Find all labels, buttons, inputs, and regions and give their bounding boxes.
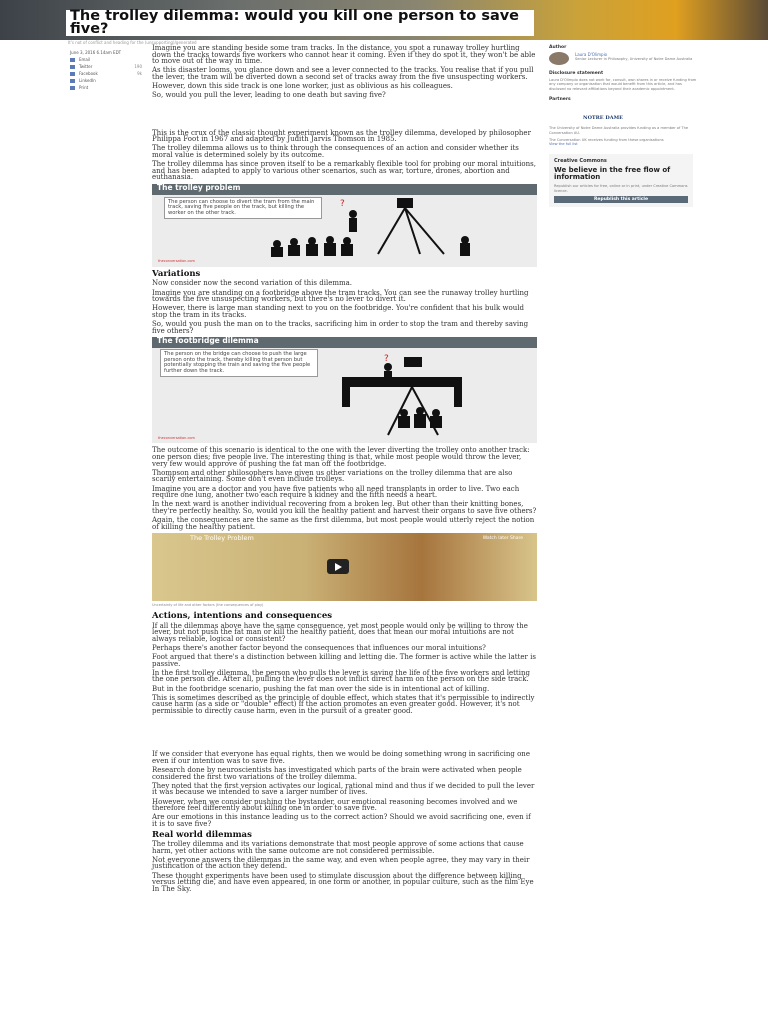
believe-heading: We believe in the free flow of information (554, 166, 671, 182)
paragraph: However, when we consider pushing the bystander, our emotional reasoning becomes involved and we therefore feel differently about killing one in order to save five. (152, 797, 518, 813)
section-heading: Actions, intentions and consequences (152, 610, 333, 621)
paragraph: They noted that the first version activates our logical, rational mind and thus if we decided to pull the lever it was because we intended to save a larger number of lives. (152, 781, 535, 797)
paragraph: But in the footbridge scenario, pushing the fat man over the side is in intentional act of killing. (152, 684, 490, 693)
republish-box (549, 154, 693, 207)
paragraph: This is the crux of the classic thought experiment known as the trolley dilemma, developed by philosopher Philippa Foot in 1967 and adapted by Judith Jarvis Thomson in 1985. (152, 128, 531, 144)
share-linkedin-button[interactable]: LinkedIn (70, 77, 142, 84)
paragraph: In the first trolley dilemma, the person who pulls the lever is saving the life of the five workers and letting the one person die. After all, pulling the lever does not inflict direct harm on the person on the side track. (152, 668, 530, 684)
figure-title: The footbridge dilemma (152, 337, 537, 348)
video-actions[interactable]: Watch later Share (482, 536, 523, 542)
share-column (70, 49, 142, 91)
section-heading: Real world dilemmas (152, 829, 252, 840)
figure-source: theconversation.com (158, 435, 195, 440)
share-date: June 3, 2016 6.14am EDT (70, 50, 122, 55)
figure-caption: The person can choose to divert the tram from the main track, saving five people on the track, but killing the worker on the other track. (164, 197, 322, 219)
linkedin-icon (70, 79, 75, 83)
paragraph: These thought experiments have been used to stimulate discussion about the difference between killing versus letting die, and have even appeared, in one form or another, in popular culture, such as the film Eye In The Sky. (152, 871, 534, 893)
paragraph: Now consider now the second variation of this dilemma. (152, 279, 353, 288)
partner-text-2: The Conversation UK receives funding from these organisations (549, 138, 664, 143)
paragraph: In the next ward is another individual recovering from a broken leg. But other than their knitting bones, they're perfectly healthy. So, would you kill the healthy patient and harvest their organs to save five others? (152, 500, 537, 515)
paragraph: However, there is large man standing next to you on the footbridge. You're confident that his bulk would stop the tram in its tracks. (152, 304, 524, 320)
paragraph: Not everyone answers the dilemmas in the same way, and even when people agree, they may vary in their justification of the action they defend. (152, 855, 530, 871)
figure-title: The trolley problem (152, 184, 537, 195)
paragraph: The outcome of this scenario is identical to the one with the lever diverting the trolley onto another track: one person dies; five people live. The interesting thing is that, while most people would throw the lever, very few would approve of pushing the fat man off the footbridge. (152, 446, 530, 468)
page-title: The trolley dilemma: would you kill one person to save five? (70, 8, 520, 37)
section-heading: Variations (152, 268, 201, 279)
print-icon (70, 86, 75, 90)
trolley-illustration (152, 184, 537, 267)
paragraph: Again, the consequences are the same as the first dilemma, but most people would utterly reject the notion of killing the healthy patient. (152, 516, 535, 531)
paragraph: The trolley dilemma has since proven itself to be a remarkably flexible tool for probing our moral intuitions, and has been adapted to apply to various other scenarios, such as war, torture, drones, abortion and euthanasia. (152, 160, 536, 182)
republish-button[interactable]: Republish this article (554, 196, 688, 203)
video-player[interactable] (152, 533, 537, 601)
paragraph: Imagine you are standing on a footbridge above the tram tracks. You can see the runaway trolley hurtling towards the five unsuspecting workers, but there's no lever to divert it. (152, 288, 529, 304)
paragraph: Foot argued that there's a distinction between killing and letting die. The former is active while the latter is passive. (152, 653, 536, 668)
svg-text:?: ? (340, 198, 345, 209)
author-label: Author (549, 45, 567, 50)
paragraph: This is sometimes described as the principle of double effect, which states that it's permissible to indirectly cause harm (as a side or "double" effect) if the action promotes an even greater good. However, it's not permissible to directly cause harm, even in the pursuit of a greater good. (152, 693, 535, 715)
author-name[interactable]: Laura D'Olimpio (575, 52, 608, 57)
share-email-button[interactable]: Email (70, 56, 142, 63)
video-caption: Uncertainty of life and other factors (the consequences of play) (152, 603, 264, 608)
paragraph: Research done by neuroscientists has investigated which parts of the brain were activated when people considered the first two variations of the trolley dilemma. (152, 765, 522, 781)
paragraph: The trolley dilemma and its variations demonstrate that most people approve of some actions that cause harm, yet other actions with the same outcome are not considered permissible. (152, 840, 524, 855)
email-icon (70, 58, 75, 62)
paragraph: Thompson and other philosophers have given us other variations on the trolley dilemma that are also scarily entertaining. Some don't even include trolleys. (152, 468, 513, 484)
subtitle-strip: It's not of conflict and heading for the (unsupporting)/generated (68, 40, 197, 45)
paragraph: So, would you pull the lever, leading to one death but saving five? (152, 91, 386, 100)
author-role: Senior Lecturer in Philosophy, University of Notre Dame Australia (575, 57, 693, 61)
paragraph: Imagine you are a doctor and you have five patients who all need transplants in order to live. Two each require one lung, another two each require a kidney and the fifth needs a heart. (152, 484, 520, 500)
avatar (549, 52, 569, 65)
author-card[interactable] (549, 52, 697, 65)
footbridge-dilemma-figure (152, 337, 537, 443)
partner-logo[interactable]: NOTRE DAME (583, 115, 623, 122)
play-button[interactable] (327, 559, 349, 574)
article-body (152, 45, 537, 895)
paragraph: So, would you push the man on to the tracks, sacrificing him in order to stop the tram and thereby saving five others? (152, 320, 529, 335)
sidebar (549, 45, 697, 207)
title-box (66, 10, 534, 36)
view-full-list-link[interactable]: View the full list (549, 142, 578, 147)
figure-source: theconversation.com (158, 259, 195, 264)
paragraph: Perhaps there's another factor beyond the consequences that influences our moral intuitions? (152, 643, 486, 652)
svg-text:?: ? (384, 354, 389, 365)
share-twitter-button[interactable]: Twitter 190 (70, 63, 142, 70)
partner-text: The University of Notre Dame Australia provides funding as a member of The Conversation AU. (549, 126, 689, 135)
creative-commons-logo: Creative Commons (554, 158, 607, 165)
share-print-button[interactable]: Print (70, 84, 142, 91)
paragraph: The trolley dilemma allows us to think through the consequences of an action and consider whether its moral value is determined solely by its outcome. (152, 144, 519, 159)
facebook-icon (70, 72, 75, 76)
paragraph: As this disaster looms, you glance down and see a lever connected to the tracks. You realise that if you pull the lever, the tram will be diverted down a second set of tracks away from the five unsuspecting workers. (152, 66, 534, 81)
disclosure-text: Laura D'Olimpio does not work for, consult, own shares in or receive funding from any company or organisation that would benefit from this article, and has disclosed no relevant affiliations beyond their academic appointment. (549, 78, 697, 91)
twitter-icon (70, 65, 75, 69)
partners-label: Partners (549, 97, 571, 103)
disclosure-label: Disclosure statement (549, 71, 604, 76)
paragraph: Imagine you are standing beside some tram tracks. In the distance, you spot a runaway trolley hurtling down the tracks towards five workers who cannot hear it coming. Even if they do spot it, they won't be able to move out of the way in time. (152, 44, 536, 66)
figure-caption: The person on the bridge can choose to push the large person onto the track, thereby killing that person but potentially stopping the train and saving the five people further down the track. (160, 349, 318, 377)
paragraph: However, down this side track is one lone worker, just as oblivious as his colleagues. (152, 82, 453, 91)
believe-text: Republish our articles for free, online or in print, under Creative Commons licence. (554, 184, 688, 193)
trolley-problem-figure (152, 184, 537, 267)
footbridge-illustration (152, 337, 537, 443)
paragraph: If we consider that everyone has equal rights, then we would be doing something wrong in sacrificing one even if our intention was to save five. (152, 750, 530, 765)
paragraph: If all the dilemmas above have the same consequence, yet most people would only be willing to throw the lever, but not push the fat man or kill the healthy patient, does that mean our moral intuitions are not always reliable, logical or consistent? (152, 621, 528, 643)
paragraph: Are our emotions in this instance leading us to the correct action? Should we avoid sacrificing one, even if it is to save five? (152, 813, 531, 828)
video-title: The Trolley Problem (190, 534, 254, 543)
share-facebook-button[interactable]: Facebook 9k (70, 70, 142, 77)
